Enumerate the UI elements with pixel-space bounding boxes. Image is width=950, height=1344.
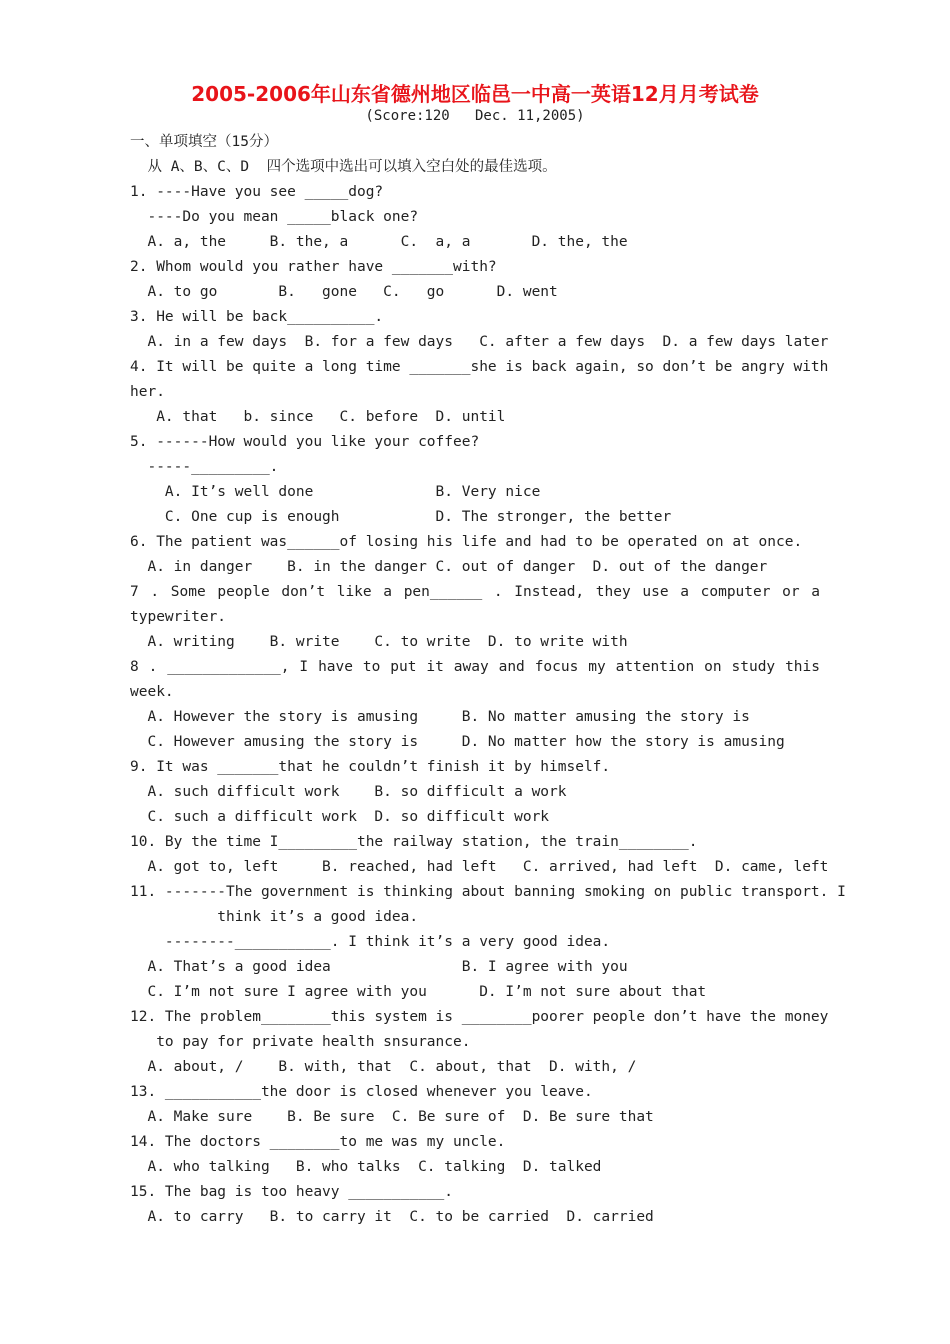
- options-line: A. who talking B. who talks C. talking D. talked: [130, 1159, 602, 1175]
- question-line: 7 . Some people don’t like a pen______ . Instead, they use a computer or a: [130, 584, 820, 600]
- options-line: A. about, / B. with, that C. about, that D. with, /: [130, 1059, 637, 1075]
- options-line: A. such difficult work B. so difficult a work: [130, 784, 567, 800]
- options-line: A. That’s a good idea B. I agree with you: [130, 959, 628, 975]
- question-line: to pay for private health snsurance.: [130, 1034, 471, 1050]
- question-line: 3. He will be back__________.: [130, 309, 384, 325]
- question-line: 11. -------The government is thinking about banning smoking on public transport. I: [130, 884, 846, 900]
- question-line: her.: [130, 384, 165, 400]
- options-line: A. to go B. gone C. go D. went: [130, 284, 558, 300]
- score-date: (Score:120 Dec. 11,2005): [365, 108, 585, 124]
- options-line: C. such a difficult work D. so difficult work: [130, 809, 550, 825]
- question-line: 9. It was _______that he couldn’t finish it by himself.: [130, 759, 611, 775]
- question-line: 12. The problem________this system is ________poorer people don’t have the money: [130, 1009, 829, 1025]
- question-line: 2. Whom would you rather have _______with?: [130, 259, 497, 275]
- options-line: A. However the story is amusing B. No matter amusing the story is: [130, 709, 750, 725]
- question-line: 5. ------How would you like your coffee?: [130, 434, 480, 450]
- options-line: A. to carry B. to carry it C. to be carried D. carried: [130, 1209, 654, 1225]
- page-title: 2005-2006年山东省德州地区临邑一中高一英语12月月考试卷: [191, 82, 759, 106]
- options-line: C. I’m not sure I agree with you D. I’m not sure about that: [130, 984, 707, 1000]
- question-line: 14. The doctors ________to me was my uncle.: [130, 1134, 506, 1150]
- options-line: A. writing B. write C. to write D. to write with: [130, 634, 628, 650]
- options-line: A. that b. since C. before D. until: [130, 409, 506, 425]
- question-line: ----Do you mean _____black one?: [130, 209, 419, 225]
- section-heading: 一、单项填空（15分）: [130, 134, 278, 150]
- options-line: A. Make sure B. Be sure C. Be sure of D. Be sure that: [130, 1109, 654, 1125]
- question-line: 8 . _____________, I have to put it away and focus my attention on study this: [130, 659, 820, 675]
- question-line: --------___________. I think it’s a very good idea.: [130, 934, 611, 950]
- options-line: C. One cup is enough D. The stronger, the better: [130, 509, 672, 525]
- instruction-line: 从 A、B、C、D 四个选项中选出可以填入空白处的最佳选项。: [130, 159, 557, 175]
- question-line: 10. By the time I_________the railway station, the train________.: [130, 834, 698, 850]
- question-line: typewriter.: [130, 609, 227, 625]
- question-line: 1. ----Have you see _____dog?: [130, 184, 384, 200]
- options-line: A. a, the B. the, a C. a, a D. the, the: [130, 234, 628, 250]
- options-line: C. However amusing the story is D. No matter how the story is amusing: [130, 734, 785, 750]
- question-line: -----_________.: [130, 459, 279, 475]
- options-line: A. in a few days B. for a few days C. after a few days D. a few days later: [130, 334, 829, 350]
- options-line: A. It’s well done B. Very nice: [130, 484, 541, 500]
- question-line: 13. ___________the door is closed whenever you leave.: [130, 1084, 593, 1100]
- question-line: 4. It will be quite a long time _______she is back again, so don’t be angry with: [130, 359, 829, 375]
- question-line: think it’s a good idea.: [130, 909, 419, 925]
- question-line: week.: [130, 684, 174, 700]
- question-line: 15. The bag is too heavy ___________.: [130, 1184, 454, 1200]
- options-line: A. in danger B. in the danger C. out of danger D. out of the danger: [130, 559, 768, 575]
- options-line: A. got to, left B. reached, had left C. arrived, had left D. came, left: [130, 859, 829, 875]
- question-line: 6. The patient was______of losing his life and had to be operated on at once.: [130, 534, 803, 550]
